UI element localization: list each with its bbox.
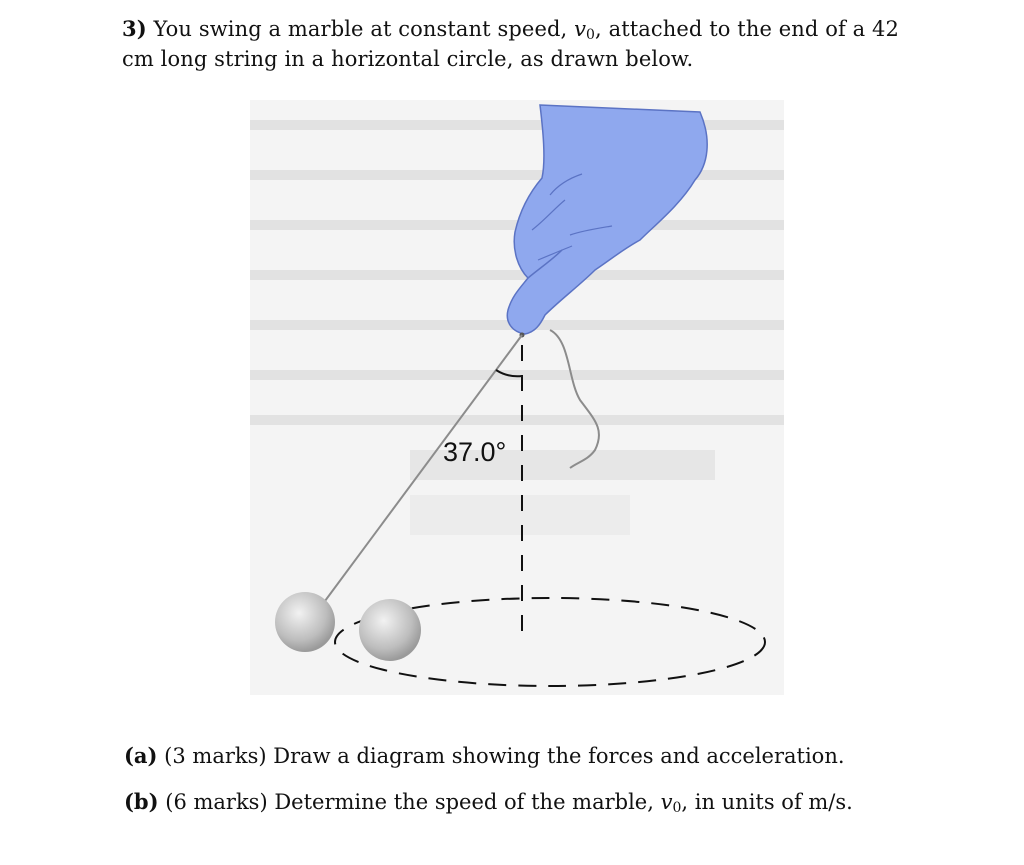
question-a-label: (a) <box>124 743 158 768</box>
angle-label: 37.0° <box>443 437 507 467</box>
marble-current <box>275 592 335 652</box>
question-b-text-post: , in units of m/s. <box>681 790 853 814</box>
figure-drawing <box>250 100 784 695</box>
marble-ghost <box>359 599 421 661</box>
question-b-variable <box>661 790 682 814</box>
question-b <box>124 787 853 817</box>
problem-text-1a: You swing a marble at constant speed, <box>153 17 575 41</box>
background-band-2 <box>410 495 630 535</box>
problem-text-1b: , attached to the end of a 42 <box>595 17 899 41</box>
question-b-variable-subscript: 0 <box>672 800 682 816</box>
hand-icon <box>507 105 707 334</box>
problem-line-2: cm long string in a horizontal circle, as drawn below. <box>122 47 694 71</box>
loose-string-end <box>550 330 599 468</box>
speed-variable-subscript: 0 <box>586 27 596 43</box>
question-b-label: (b) <box>124 789 159 814</box>
speed-variable-letter: v <box>574 17 587 41</box>
question-b-variable-letter: v <box>660 790 673 814</box>
speed-variable <box>574 17 595 41</box>
problem-number: 3) <box>122 16 147 41</box>
problem-statement <box>122 14 922 74</box>
question-b-text-pre: (6 marks) Determine the speed of the marble, <box>165 790 661 814</box>
question-a <box>124 741 845 771</box>
marble-figure <box>250 100 784 695</box>
problem-line-1 <box>122 14 922 44</box>
question-a-text: (3 marks) Draw a diagram showing the forces and acceleration. <box>164 744 845 768</box>
